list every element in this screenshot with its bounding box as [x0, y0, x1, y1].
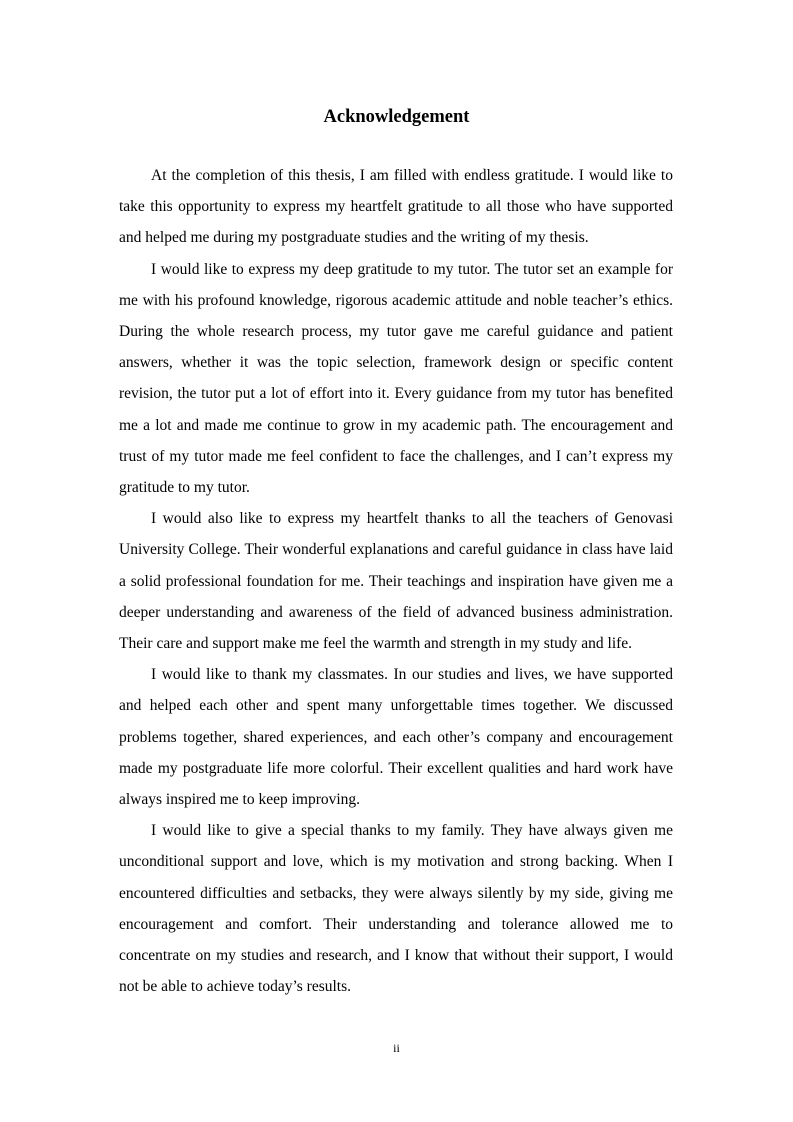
paragraph-family: I would like to give a special thanks to my family. They have always given me unconditional support and love, which is my motivation and strong backing. When I encountered difficulties and setbacks, they were always silently by my side, giving me encouragement and comfort. Their understanding and tolerance allowed me to concentrate on my studies and research, and I know that without their support, I would not be able to achieve today’s results.: [119, 822, 673, 996]
paragraph-tutor: I would like to express my deep gratitude to my tutor. The tutor set an example for me with his profound knowledge, rigorous academic attitude and noble teacher’s ethics. During the whole research process, my tutor gave me careful guidance and patient answers, whether it was the topic selection, framework design or specific content revision, the tutor put a lot of effort into it. Every guidance from my tutor has benefited me a lot and made me continue to grow in my academic path. The encouragement and trust of my tutor made me feel confident to face the challenges, and I can’t express my gratitude to my tutor.: [119, 260, 673, 497]
body-text: [119, 160, 673, 1002]
paragraph-classmates: I would like to thank my classmates. In our studies and lives, we have supported and helped each other and spent many unforgettable times together. We discussed problems together, shared experiences, and each other’s company and encouragement made my postgraduate life more colorful. Their excellent qualities and hard work have always inspired me to keep improving.: [119, 666, 673, 809]
page-title: Acknowledgement: [323, 107, 470, 127]
paragraph-teachers: I would also like to express my heartfelt thanks to all the teachers of Genovasi University College. Their wonderful explanations and careful guidance in class have laid a solid professional foundation for me. Their teachings and inspiration have given me a deeper understanding and awareness of the field of advanced business administration. Their care and support make me feel the warmth and strength in my study and life.: [119, 510, 673, 653]
paragraph-intro: At the completion of this thesis, I am filled with endless gratitude. I would like to take this opportunity to express my heartfelt gratitude to all those who have supported and helped me during my postgraduate studies and the writing of my thesis.: [119, 167, 673, 247]
page-number: ii: [393, 1041, 400, 1055]
